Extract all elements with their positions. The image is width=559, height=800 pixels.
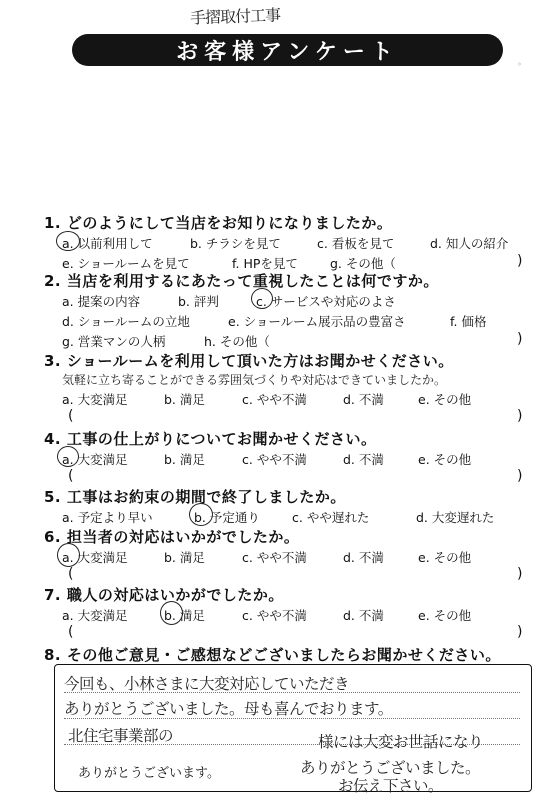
handwritten-project-note: 手摺取付工事 <box>189 5 281 28</box>
q4-open-paren: ( <box>68 468 74 484</box>
handwritten-comment-line-6: お伝え下さい。 <box>338 777 444 795</box>
q4-answer-circle <box>57 446 79 467</box>
q6-option-c[interactable]: c. やや不満 <box>242 550 307 565</box>
handwritten-comment-line-2: ありがとうございました。母も喜んでおります。 <box>64 700 393 718</box>
q7-option-b[interactable]: b. 満足 <box>164 608 205 623</box>
q7-answer-circle <box>160 601 183 625</box>
q1-option-e[interactable]: e. ショールームを見て <box>62 256 190 271</box>
question-8: 8. その他ご意見・ご感想などございましたらお聞かせください。 <box>44 646 501 664</box>
q3-subtext: 気軽に立ち寄ることができる雰囲気づくりや対応はできていましたか。 <box>62 373 447 387</box>
handwritten-comment-line-1: 今回も、小林さまに大変対応していただき <box>64 675 350 693</box>
q6-open-paren: ( <box>68 566 74 582</box>
q1-option-g[interactable]: g. その他（ <box>330 256 396 271</box>
q3-open-paren: ( <box>68 408 74 424</box>
q4-option-e[interactable]: e. その他 <box>418 452 472 467</box>
q7-option-d[interactable]: d. 不満 <box>343 608 384 623</box>
q2-close-paren: ) <box>517 331 523 347</box>
q6-close-paren: ) <box>517 566 523 582</box>
q5-option-c[interactable]: c. やや遅れた <box>292 510 370 525</box>
question-2: 2. 当店を利用するにあたって重視したことは何ですか。 <box>44 272 439 290</box>
printed-thanks: ありがとうございます。 <box>78 766 220 781</box>
q7-option-e[interactable]: e. その他 <box>418 608 472 623</box>
q2-option-a[interactable]: a. 提案の内容 <box>62 294 141 309</box>
q2-answer-circle <box>251 288 273 309</box>
question-1: 1. どのようにして当店をお知りになりましたか。 <box>44 214 393 232</box>
q5-option-b[interactable]: b. 予定通り <box>194 510 260 525</box>
q7-open-paren: ( <box>68 624 74 640</box>
q1-option-f[interactable]: f. HPを見て <box>232 256 298 271</box>
q4-option-d[interactable]: d. 不満 <box>343 452 384 467</box>
q6-option-d[interactable]: d. 不満 <box>343 550 384 565</box>
q7-option-a[interactable]: a. 大変満足 <box>62 608 128 623</box>
q3-option-c[interactable]: c. やや不満 <box>242 392 307 407</box>
q3-close-paren: ) <box>517 408 523 424</box>
q1-close-paren: ) <box>517 253 523 269</box>
handwritten-comment-line-4: 様には大変お世話になり <box>318 733 484 751</box>
q6-answer-circle <box>57 543 80 567</box>
question-4: 4. 工事の仕上がりについてお聞かせください。 <box>44 430 377 448</box>
q1-answer-circle <box>56 231 80 251</box>
q2-option-d[interactable]: d. ショールームの立地 <box>62 314 190 329</box>
q7-close-paren: ) <box>517 624 523 640</box>
q2-option-g[interactable]: g. 営業マンの人柄 <box>62 334 166 349</box>
q2-option-b[interactable]: b. 評判 <box>178 294 219 309</box>
q4-close-paren: ) <box>517 468 523 484</box>
question-6: 6. 担当者の対応はいかがでしたか。 <box>44 528 300 546</box>
question-7: 7. 職人の対応はいかがでしたか。 <box>44 586 284 604</box>
q5-option-d[interactable]: d. 大変遅れた <box>416 510 495 525</box>
q2-option-e[interactable]: e. ショールーム展示品の豊富さ <box>228 314 406 329</box>
q5-answer-circle <box>189 503 213 526</box>
q6-option-a[interactable]: a. 大変満足 <box>62 550 128 565</box>
question-3: 3. ショールームを利用して頂いた方はお聞かせください。 <box>44 352 454 370</box>
q6-option-b[interactable]: b. 満足 <box>164 550 205 565</box>
q2-option-c[interactable]: c. サービスや対応のよさ <box>256 294 396 309</box>
q4-option-c[interactable]: c. やや不満 <box>242 452 307 467</box>
q3-option-e[interactable]: e. その他 <box>418 392 472 407</box>
q7-option-c[interactable]: c. やや不満 <box>242 608 307 623</box>
corner-mark: ◦ <box>517 60 522 69</box>
q4-option-b[interactable]: b. 満足 <box>164 452 205 467</box>
q3-option-a[interactable]: a. 大変満足 <box>62 392 128 407</box>
page-title: お客様アンケート <box>176 38 399 65</box>
handwritten-comment-line-3: 北住宅事業部の <box>68 727 174 745</box>
q2-option-h[interactable]: h. その他（ <box>204 334 270 349</box>
question-5: 5. 工事はお約束の期間で終了しましたか。 <box>44 488 346 506</box>
q1-option-d[interactable]: d. 知人の紹介 <box>430 236 509 251</box>
q1-option-a[interactable]: a. 以前利用して <box>62 236 153 251</box>
handwritten-comment-line-5: ありがとうございました。 <box>300 759 481 777</box>
q1-option-c[interactable]: c. 看板を見て <box>317 236 395 251</box>
q2-option-f[interactable]: f. 価格 <box>450 314 487 329</box>
q6-option-e[interactable]: e. その他 <box>418 550 472 565</box>
q1-option-b[interactable]: b. チラシを見て <box>190 236 281 251</box>
q3-option-b[interactable]: b. 満足 <box>164 392 205 407</box>
q3-option-d[interactable]: d. 不満 <box>343 392 384 407</box>
title-banner <box>72 34 503 66</box>
q5-option-a[interactable]: a. 予定より早い <box>62 510 153 525</box>
q4-option-a[interactable]: a. 大変満足 <box>62 452 128 467</box>
